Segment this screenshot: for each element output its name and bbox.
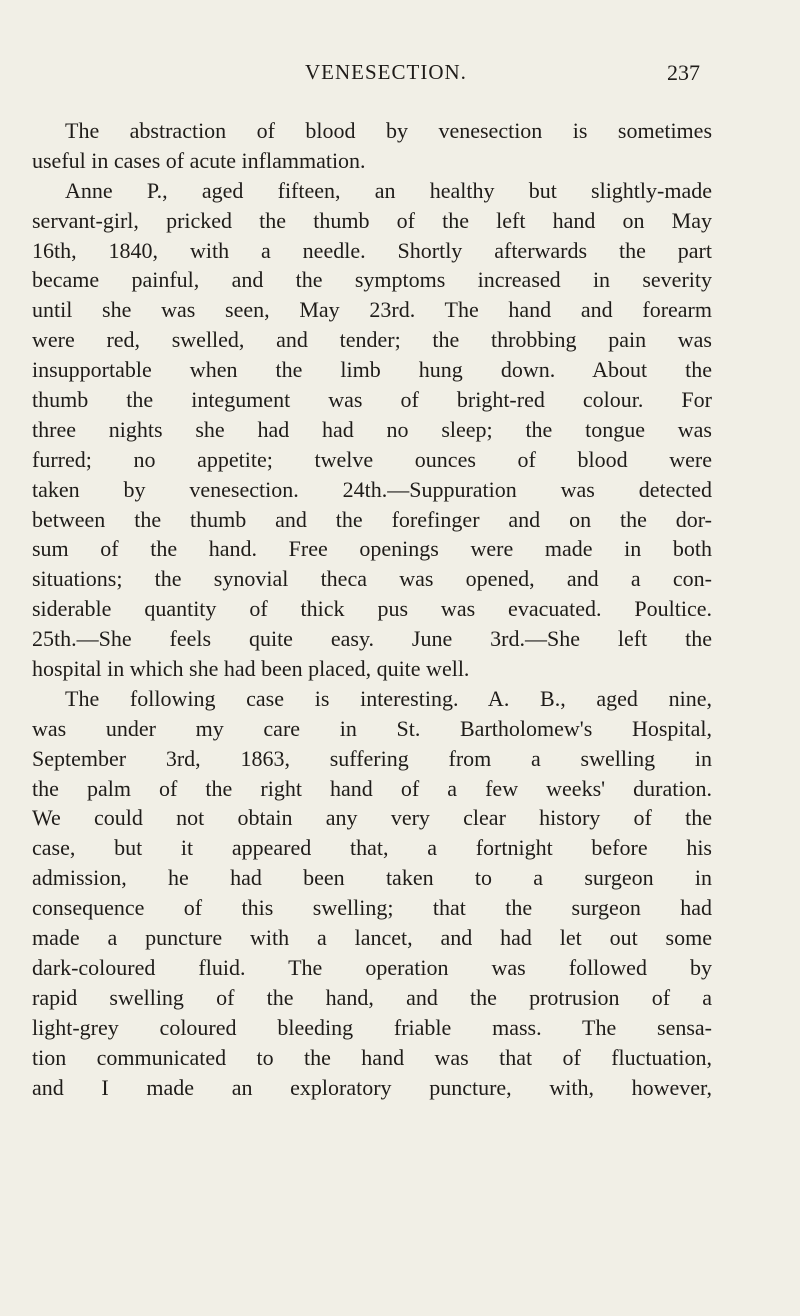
text-line: rapid swelling of the hand, and the protrusion of a [32, 984, 712, 1010]
text-line: September 3rd, 1863, suffering from a swelling in [32, 745, 712, 771]
text-line: thumb the integument was of bright-red colour. For [32, 387, 712, 413]
text-line: useful in cases of acute inflammation. [32, 147, 366, 173]
text-line: The following case is interesting. A. B., aged nine, [65, 685, 712, 711]
text-line: became painful, and the symptoms increased in severity [32, 267, 712, 293]
text-line: between the thumb and the forefinger and on the dor- [32, 506, 712, 532]
text-line: made a puncture with a lancet, and had let out some [32, 925, 712, 951]
text-line: consequence of this swelling; that the surgeon had [32, 895, 712, 921]
text-line: servant-girl, pricked the thumb of the left hand on May [32, 207, 712, 233]
running-title: VENESECTION. [305, 60, 467, 84]
text-line: tion communicated to the hand was that of fluctuation, [32, 1044, 712, 1070]
body-text [32, 116, 712, 1102]
text-line: and I made an exploratory puncture, with, however, [32, 1074, 712, 1100]
text-line: The abstraction of blood by venesection is sometimes [65, 118, 712, 143]
page-number: 237 [667, 60, 700, 85]
text-line: We could not obtain any very clear history of the [32, 805, 712, 831]
text-line: sum of the hand. Free openings were made in both [32, 536, 712, 562]
text-line: until she was seen, May 23rd. The hand and forearm [32, 297, 712, 323]
text-line: furred; no appetite; twelve ounces of blood were [32, 446, 712, 472]
text-line: were red, swelled, and tender; the throbbing pain was [32, 327, 712, 353]
text-line: the palm of the right hand of a few weeks' duration. [32, 775, 712, 801]
text-line: three nights she had had no sleep; the tongue was [32, 416, 712, 442]
text-line: 25th.—She feels quite easy. June 3rd.—She left the [32, 626, 712, 652]
text-line: hospital in which she had been placed, quite well. [32, 656, 470, 682]
text-line: light-grey coloured bleeding friable mass. The sensa- [32, 1014, 712, 1040]
text-line: dark-coloured fluid. The operation was followed by [32, 954, 712, 980]
text-line: insupportable when the limb hung down. About the [32, 357, 712, 383]
text-line: case, but it appeared that, a fortnight before his [32, 835, 712, 861]
text-line: situations; the synovial theca was opened, and a con- [32, 566, 712, 592]
text-line: was under my care in St. Bartholomew's Hospital, [32, 715, 712, 741]
text-line: admission, he had been taken to a surgeon in [32, 865, 712, 891]
text-line: Anne P., aged fifteen, an healthy but slightly-made [65, 177, 712, 203]
text-line: taken by venesection. 24th.—Suppuration was detected [32, 476, 712, 502]
text-line: siderable quantity of thick pus was evacuated. Poultice. [32, 596, 712, 622]
running-head [305, 60, 700, 90]
text-line: 16th, 1840, with a needle. Shortly afterwards the part [32, 237, 712, 263]
